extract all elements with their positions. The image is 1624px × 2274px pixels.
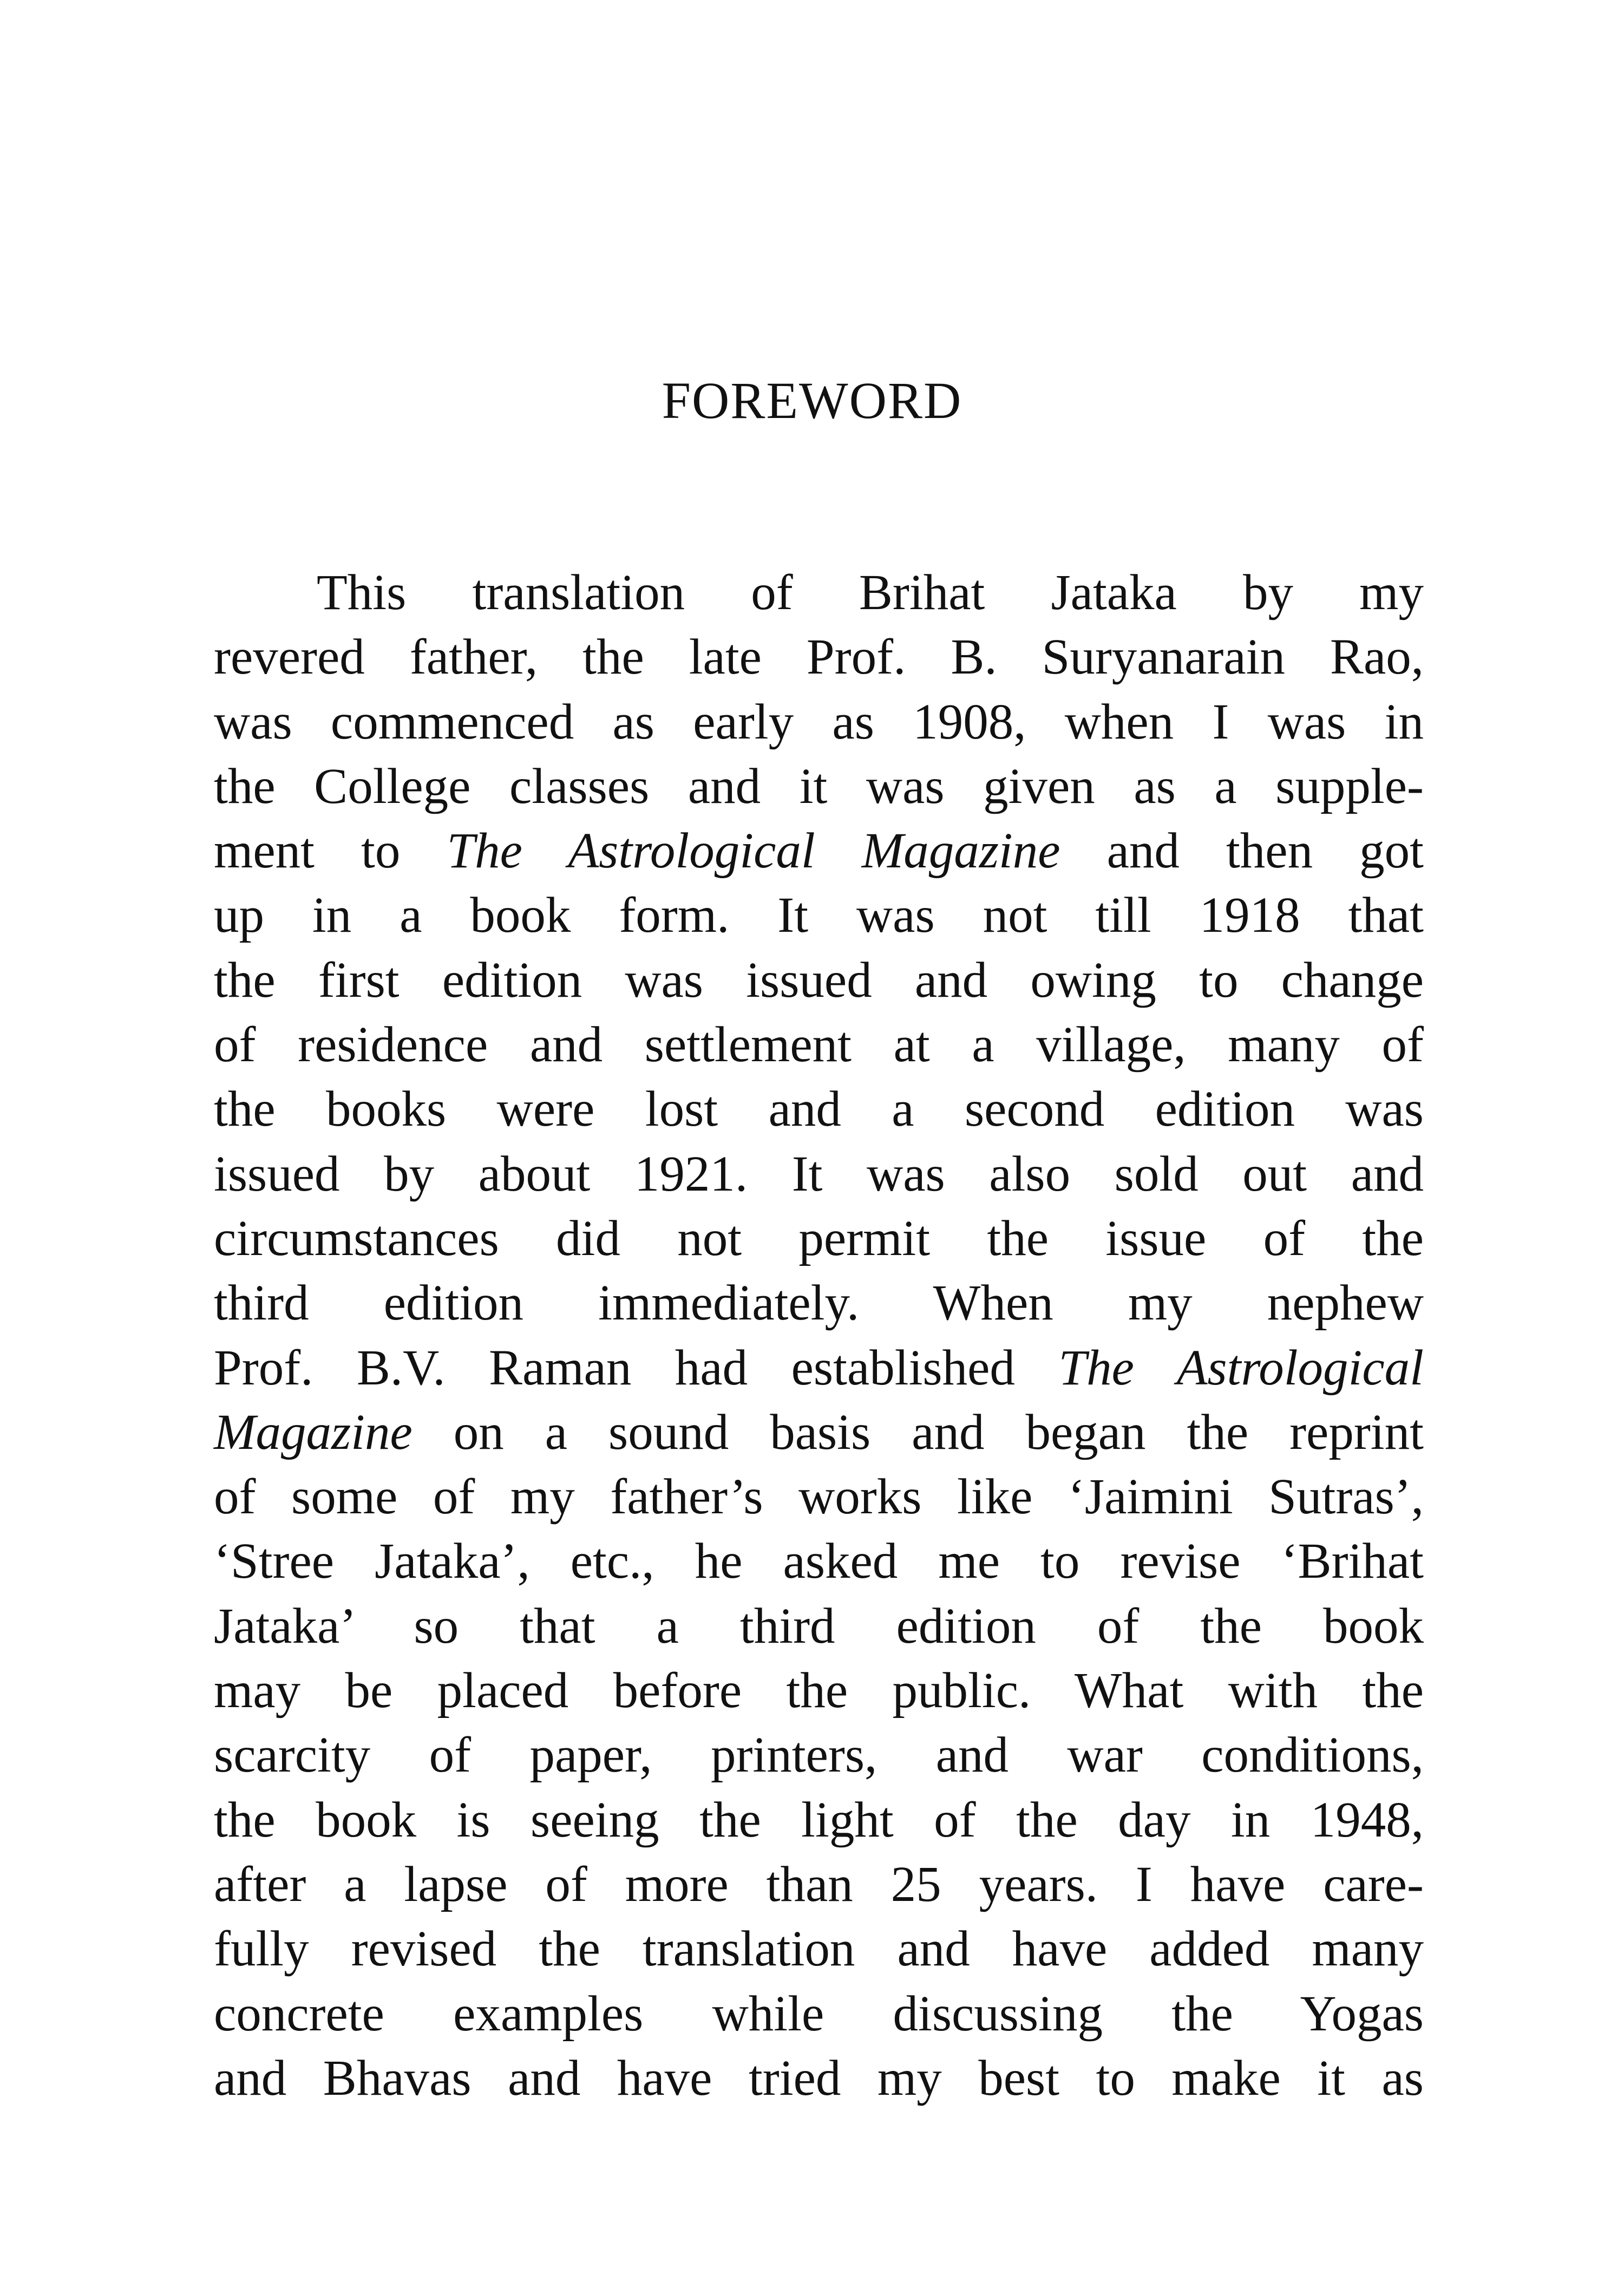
text-line [214,1400,1424,1465]
text-run: scarcity of paper, printers, and war conditions, [214,1727,1424,1783]
text-line [214,1142,1424,1206]
text-run: of some of my father’s works like ‘Jaimini Sutras’, [214,1469,1424,1525]
italic-title-text: The Astrological Magazine [447,823,1060,879]
text-line [214,1917,1424,1981]
text-run: of residence and settlement at a village, many of [214,1017,1424,1073]
page-title: FOREWORD [662,371,962,429]
foreword-paragraph [214,560,1424,2110]
text-line [214,560,1424,625]
text-line [214,1723,1424,1787]
text-line [214,1271,1424,1335]
text-run: the books were lost and a second edition was [214,1081,1424,1138]
text-run: This translation of Brihat Jataka by my [317,565,1424,620]
text-line [214,883,1424,948]
text-line [214,754,1424,819]
text-line [214,625,1424,689]
text-line [214,1594,1424,1658]
text-run: after a lapse of more than 25 years. I have care- [214,1856,1424,1912]
text-run: and then got [1060,823,1424,879]
text-run: was commenced as early as 1908, when I was in [214,694,1424,750]
text-line [214,1658,1424,1723]
text-line [214,819,1424,883]
text-line [214,948,1424,1012]
italic-title-text: Magazine [214,1404,412,1460]
text-run: concrete examples while discussing the Yogas [214,1985,1424,2042]
text-run: third edition immediately. When my nephew [214,1275,1424,1331]
text-run: Jataka’ so that a third edition of the book [214,1598,1424,1654]
text-run: ‘Stree Jataka’, etc., he asked me to revise ‘Brihat [214,1533,1424,1590]
text-line [214,2046,1424,2110]
text-run: up in a book form. It was not till 1918 that [214,887,1424,944]
text-line [214,1852,1424,1917]
text-line [214,1012,1424,1077]
text-run: and Bhavas and have tried my best to make it as [214,2050,1424,2106]
text-line [214,1529,1424,1593]
text-run: ment to [214,823,447,879]
text-run: circumstances did not permit the issue of the [214,1210,1424,1266]
text-run: Prof. B.V. Raman had established [214,1339,1059,1396]
italic-title-text: The Astrological [1058,1339,1424,1396]
text-run: the first edition was issued and owing to change [214,952,1424,1008]
text-run: revered father, the late Prof. B. Suryanarain Rao, [214,629,1424,685]
text-line [214,1336,1424,1400]
text-run: issued by about 1921. It was also sold out and [214,1146,1424,1202]
text-line [214,1077,1424,1141]
text-run: the College classes and it was given as a supple- [214,758,1424,814]
text-run: the book is seeing the light of the day in 1948, [214,1792,1424,1848]
text-line [214,1465,1424,1529]
text-line [214,690,1424,754]
text-line [214,1982,1424,2046]
text-run: fully revised the translation and have added many [214,1921,1424,1977]
text-run: may be placed before the public. What with the [214,1663,1424,1719]
text-line [214,1206,1424,1271]
text-line [214,1788,1424,1852]
text-run: on a sound basis and began the reprint [412,1404,1424,1460]
